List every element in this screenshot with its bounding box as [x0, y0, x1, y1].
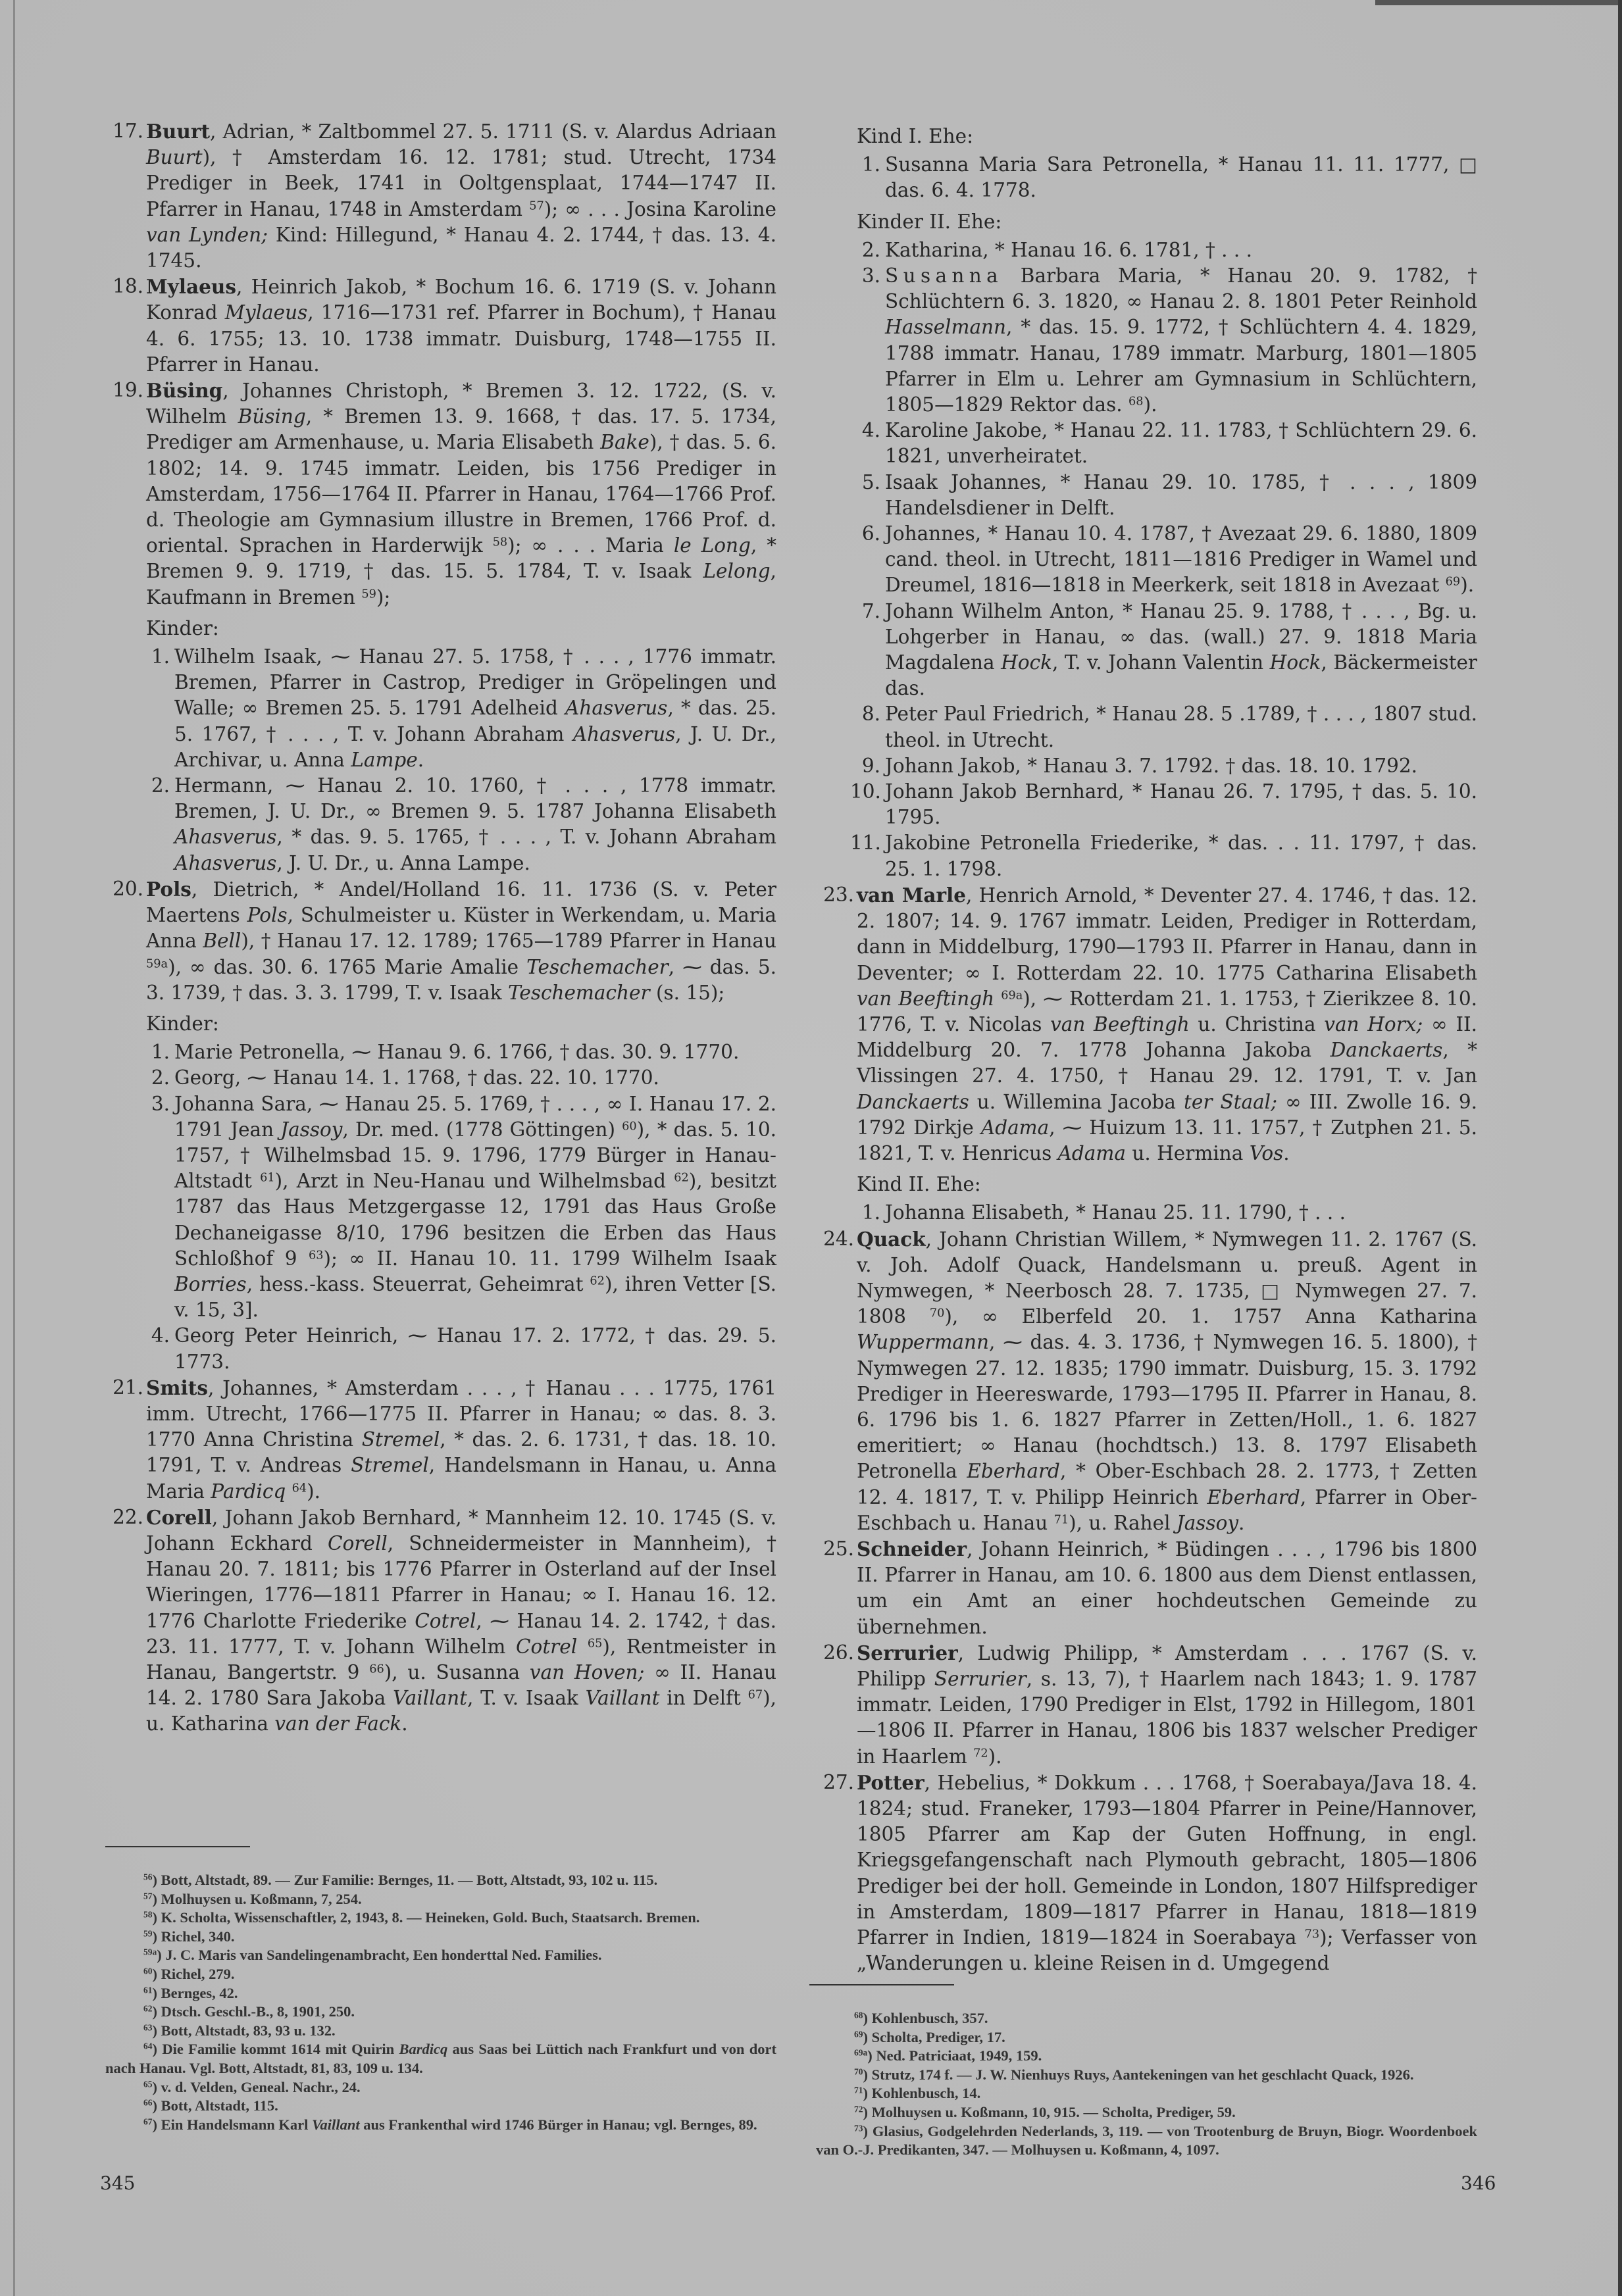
biography-entry: [816, 1770, 1477, 1977]
footnote-mark: 57: [143, 1891, 153, 1901]
child-number: 4.: [151, 1324, 170, 1347]
footnote: [816, 2122, 1477, 2160]
footnote-text: ) Richel, 340.: [152, 1928, 235, 1945]
entry-text: , Johannes, * Amsterdam . . . , † Hanau . . . 1775, 1761 imm. Utrecht, 1766—1775 II. Pfarrer in Hanau; ∞ das. 8. 3. 1770 Anna Christina Stremel, * das. 2. 6. 1731, † das. 18. 10. 1791, T. v. Andreas Stremel, Handelsmann in Hanau, u. Anna Maria Pardicq $^{64}$).: [146, 1376, 776, 1503]
footnote: [105, 1946, 776, 1965]
entry-number: 21.: [113, 1376, 143, 1399]
footnote: [105, 2003, 776, 2022]
footnote-text: ) Scholta, Prediger, 17.: [863, 2028, 1005, 2045]
footnote: [105, 2116, 776, 2135]
child-number: 1.: [151, 645, 170, 668]
child-text: Johann Jakob Bernhard, * Hanau 26. 7. 1795, † das. 5. 10. 1795.: [885, 780, 1477, 829]
footnote-mark: 62: [143, 2003, 153, 2014]
children-list: [105, 644, 776, 876]
child-text: Hermann, ⁓ Hanau 2. 10. 1760, † . . . , 1778 immatr. Bremen, J. U. Dr., ∞ Bremen 9. 5. 1787 Johanna Elisabeth Ahasverus, * das. 9. 5. 1765, † . . . , T. v. Johann Abraham Ahasverus, J. U. Dr., u. Anna Lampe.: [174, 774, 776, 874]
child-text: Isaak Johannes, * Hanau 29. 10. 1785, † . . . , 1809 Handelsdiener in Delft.: [885, 470, 1477, 519]
footnote-mark: 59: [143, 1928, 153, 1939]
entry-text: , Ludwig Philipp, * Amsterdam . . . 1767 (S. v. Philipp Serrurier, s. 13, 7), † Haarlem nach 1843; 1. 9. 1787 immatr. Leiden, 1790 Prediger in Elst, 1792 in Hillegom, 1801—1806 II. Pfarrer in Hanau, 1806 bis 1837 welscher Prediger in Haarlem $^{72}$).: [857, 1641, 1477, 1768]
child-number: 2.: [151, 774, 170, 797]
footnote-text: ) Kohlenbusch, 14.: [863, 2085, 981, 2102]
children-heading: Kind II. Ehe:: [857, 1173, 981, 1196]
biography-entry: [105, 876, 776, 1006]
footnote-mark: 65: [143, 2079, 153, 2089]
footnote-mark: 61: [143, 1985, 153, 1995]
entry-surname: van Marle: [857, 883, 967, 907]
footnote: [105, 2040, 776, 2078]
footnote-text: ) Bott, Altstadt, 115.: [152, 2097, 278, 2114]
footnote: [105, 2022, 776, 2041]
child-text: Johann Jakob, * Hanau 3. 7. 1792. † das. 18. 10. 1792.: [885, 754, 1418, 777]
footnote-mark: 72: [854, 2104, 863, 2114]
child-number: 1.: [861, 153, 880, 176]
biography-entry: [105, 274, 776, 378]
child-entry: [816, 470, 1477, 521]
footnote: [816, 2084, 1477, 2103]
children-list: [105, 1039, 776, 1375]
entry-text: , Dietrich, * Andel/Holland 16. 11. 1736 (S. v. Peter Maertens Pols, Schulmeister u. Küster in Werkendam, u. Maria Anna Bell), † Hanau 17. 12. 1789; 1765—1789 Pfarrer in Hanau $^{59a}$), ∞ das. 30. 6. 1765 Marie Amalie Teschemacher, ⁓ das. 5. 3. 1739, † das. 3. 3. 1799, T. v. Isaak Teschemacher (s. 15);: [146, 878, 776, 1004]
entry-surname: Pols: [146, 877, 191, 901]
footnote-mark: 58: [143, 1909, 153, 1920]
footnote: [105, 1984, 776, 2003]
entry-number: 25.: [823, 1537, 854, 1560]
biography-entry: [816, 1536, 1477, 1640]
entry-number: 19.: [113, 379, 143, 402]
entry-surname: Serrurier: [857, 1641, 958, 1664]
footnote-text: ) Ned. Patriciaat, 1949, 159.: [867, 2047, 1042, 2064]
entry-surname: Potter: [857, 1770, 925, 1794]
child-number: 11.: [850, 832, 881, 855]
footnote-mark: 66: [143, 2097, 153, 2108]
entry-text: , Hebelius, * Dokkum . . . 1768, † Soerabaya/Java 18. 4. 1824; stud. Franeker, 1793—1804 Pfarrer in Peine/Hannover, 1805 Pfarrer am Kap der Guten Hoffnung, in engl. Kriegsgefangenschaft nach Plymouth gebracht, 1805—1806 Prediger bei der holl. Gemeinde in London, 1807 Hilfsprediger in Amsterdam, 1809—1817 Pfarrer in Hanau, 1818—1819 Pfarrer in Indien, 1819—1824 in Soerabaya $^{73}$); Verfasser von „Wanderungen u. kleine Reisen in d. Umgegend: [857, 1771, 1477, 1975]
footnote-mark: 56: [143, 1872, 153, 1882]
footnote-mark: 64: [143, 2041, 153, 2051]
child-entry: [105, 773, 776, 876]
entry-number: 23.: [823, 883, 854, 906]
biography-entry: [105, 378, 776, 611]
footnote-mark: 69a: [854, 2047, 868, 2058]
footnote: [105, 1965, 776, 1984]
children-list: [816, 1200, 1477, 1226]
child-text: Katharina, * Hanau 16. 6. 1781, † . . .: [885, 238, 1253, 261]
child-entry: [816, 152, 1477, 203]
footnote-mark: 70: [854, 2066, 863, 2077]
entry-text: , Heinrich Jakob, * Bochum 16. 6. 1719 (S. v. Johann Konrad Mylaeus, 1716—1731 ref. Pfarrer in Bochum), † Hanau 4. 6. 1755; 13. 10. 1738 immatr. Duisburg, 1748—1755 II. Pfarrer in Hanau.: [146, 276, 776, 376]
footnote-text: ) Molhuysen u. Koßmann, 7, 254.: [152, 1890, 362, 1907]
footnote-mark: 59a: [143, 1947, 157, 1957]
children-heading: Kinder:: [146, 1012, 219, 1035]
child-number: 3.: [151, 1092, 170, 1115]
biography-entry: [816, 1226, 1477, 1536]
entry-text: , Henrich Arnold, * Deventer 27. 4. 1746, † das. 12. 2. 1807; 14. 9. 1767 immatr. Leiden, Prediger in Rotterdam, dann in Middelburg, 1790—1793 II. Pfarrer in Hanau, dann in Deventer; ∞ I. Rotterdam 22. 10. 1775 Catharina Elisabeth van Beeftingh $^{69a}$), ⁓ Rotterdam 21. 1. 1753, † Zierikzee 8. 10. 1776, T. v. Nicolas van Beeftingh u. Christina van Horx; ∞ II. Middelburg 20. 7. 1778 Johanna Jakoba Danckaerts, * Vlissingen 27. 4. 1750, † Hanau 29. 12. 1791, T. v. Jan Danckaerts u. Willemina Jacoba ter Staal; ∞ III. Zwolle 16. 9. 1792 Dirkje Adama, ⁓ Huizum 13. 11. 1757, † Zutphen 21. 5. 1821, T. v. Henricus Adama u. Hermina Vos.: [857, 884, 1478, 1164]
footnote-mark: 68: [854, 2010, 863, 2020]
entry-number: 17.: [113, 120, 143, 142]
child-entry: [105, 1065, 776, 1091]
footnote: [105, 1871, 776, 1890]
child-number: 2.: [861, 238, 880, 261]
entry-surname: Büsing: [146, 379, 223, 403]
footnote-text: ) Strutz, 174 f. — J. W. Nienhuys Ruys, Aantekeningen van het geschlacht Quack, 1926.: [863, 2066, 1414, 2083]
child-entry: [816, 753, 1477, 779]
entry-text: , Adrian, * Zaltbommel 27. 5. 1711 (S. v. Alardus Adriaan Buurt), † Amsterdam 16. 12. 1781; stud. Utrecht, 1734 Prediger in Beek, 1741 in Ooltgensplaat, 1744—1747 II. Pfarrer in Hanau, 1748 in Amsterdam $^{57}$); ∞ . . . Josina Karoline van Lynden; Kind: Hillegund, * Hanau 4. 2. 1744, † das. 13. 4. 1745.: [146, 120, 776, 272]
children-heading: Kinder II. Ehe:: [857, 210, 1002, 233]
entry-text: , Johannes Christoph, * Bremen 3. 12. 1722, (S. v. Wilhelm Büsing, * Bremen 13. 9. 1668, † das. 17. 5. 1734, Prediger am Armenhause, u. Maria Elisabeth Bake), † das. 5. 6. 1802; 14. 9. 1745 immatr. Leiden, bis 1756 Prediger in Amsterdam, 1756—1764 II. Pfarrer in Hanau, 1764—1766 Prof. d. Theologie am Gymnasium illustre in Bremen, 1766 Prof. d. oriental. Sprachen in Harderwijk $^{58}$); ∞ . . . Maria le Long, * Bremen 9. 9. 1719, † das. 15. 5. 1784, T. v. Isaak Lelong, Kaufmann in Bremen $^{59}$);: [146, 380, 776, 609]
child-text: Susanna Maria Sara Petronella, * Hanau 11. 11. 1777, □ das. 6. 4. 1778.: [885, 153, 1477, 202]
entry-surname: Buurt: [146, 120, 210, 143]
child-entry: [816, 521, 1477, 599]
footnote: [105, 1928, 776, 1947]
entry-number: 24.: [823, 1227, 854, 1250]
footnote-text: ) Ein Handelsmann Karl Vaillant aus Frankenthal wird 1746 Bürger in Hanau; vgl. Bernges, 89.: [152, 2116, 757, 2133]
footnote-text: ) Glasius, Godgelehrden Nederlands, 3, 119. — von Trootenburg de Bruyn, Biogr. Woordenboek van O.-J. Predikanten, 347. — Molhuysen u. Koßmann, 4, 1097.: [816, 2122, 1477, 2159]
entry-number: 26.: [823, 1641, 854, 1664]
footnote-mark: 60: [143, 1966, 153, 1976]
footnote-text: ) Die Familie kommt 1614 mit Quirin Bardicq aus Saas bei Lüttich nach Frankfurt und von dort nach Hanau. Vgl. Bott, Altstadt, 81, 83, 109 u. 134.: [105, 2041, 776, 2076]
child-entry: [816, 263, 1477, 418]
entry-surname: Corell: [146, 1505, 212, 1529]
biography-entry: [105, 1375, 776, 1505]
children-heading: Kinder:: [146, 616, 219, 639]
footnote-rule: [809, 1984, 954, 1985]
child-text: Jakobine Petronella Friederike, * das. . . 11. 1797, † das. 25. 1. 1798.: [885, 832, 1477, 880]
child-entry: [105, 1323, 776, 1374]
biography-entry: [105, 1505, 776, 1737]
footnote: [105, 1909, 776, 1928]
footnote-rule: [105, 1846, 250, 1847]
child-entry: [816, 701, 1477, 753]
footnote-text: ) Molhuysen u. Koßmann, 10, 915. — Scholta, Prediger, 59.: [863, 2103, 1236, 2120]
footnote-text: ) Dtsch. Geschl.-B., 8, 1901, 250.: [152, 2003, 355, 2020]
child-number: 5.: [861, 470, 880, 493]
footnote: [816, 2009, 1477, 2028]
footnote-text: ) Kohlenbusch, 357.: [863, 2010, 988, 2026]
child-text: Georg, ⁓ Hanau 14. 1. 1768, † das. 22. 10. 1770.: [174, 1066, 659, 1089]
child-number: 6.: [861, 522, 880, 545]
left-column: [105, 118, 777, 2133]
footnote-text: ) Bott, Altstadt, 83, 93 u. 132.: [152, 2022, 336, 2039]
child-entry: [816, 418, 1477, 469]
child-text: Susanna Barbara Maria, * Hanau 20. 9. 1782, † Schlüchtern 6. 3. 1820, ∞ Hanau 2. 8. 1801 Peter Reinhold Hasselmann, * das. 15. 9. 1772, † Schlüchtern 4. 4. 1829, 1788 immatr. Hanau, 1789 immatr. Marburg, 1801—1805 Pfarrer in Elm u. Lehrer am Gymnasium in Schlüchtern, 1805—1829 Rektor das. $^{68}$).: [885, 264, 1477, 416]
child-entry: [816, 599, 1477, 702]
child-text: Johann Wilhelm Anton, * Hanau 25. 9. 1788, † . . . , Bg. u. Lohgerber in Hanau, ∞ das. (wall.) 27. 9. 1818 Maria Magdalena Hock, T. v. Johann Valentin Hock, Bäckermeister das.: [885, 599, 1478, 700]
footnote-text: ) K. Scholta, Wissenschaftler, 2, 1943, 8. — Heineken, Gold. Buch, Staatsarch. Bremen.: [152, 1909, 700, 1926]
child-text: Johanna Sara, ⁓ Hanau 25. 5. 1769, † . . . , ∞ I. Hanau 17. 2. 1791 Jean Jassoy, Dr. med. (1778 Göttingen) $^{60}$), * das. 5. 10. 1757, † Wilhelmsbad 15. 9. 1796, 1779 Bürger in Hanau-Altstadt $^{61}$), Arzt in Neu-Hanau und Wilhelmsbad $^{62}$), besitzt 1787 das Haus Metzgergasse 12, 1791 das Haus Große Dechaneigasse 8/10, 1796 besitzen die Erben das Haus Schloßhof 9 $^{63}$); ∞ II. Hanau 10. 11. 1799 Wilhelm Isaak Borries, hess.-kass. Steuerrat, Geheimrat $^{62}$), ihren Vetter [S. v. 15, 3].: [174, 1092, 777, 1322]
entry-number: 27.: [823, 1770, 854, 1793]
footnote: [105, 2078, 776, 2097]
entry-surname: Quack: [857, 1227, 926, 1251]
entry-surname: Mylaeus: [146, 275, 236, 299]
entry-text: , Johann Christian Willem, * Nymwegen 11. 2. 1767 (S. v. Joh. Adolf Quack, Handelsmann u. preuß. Agent in Nymwegen, * Neerbosch 28. 7. 1735, □ Nymwegen 27. 7. 1808 $^{70}$), ∞ Elberfeld 20. 1. 1757 Anna Katharina Wuppermann, ⁓ das. 4. 3. 1736, † Nymwegen 16. 5. 1800), † Nymwegen 27. 12. 1835; 1790 immatr. Duisburg, 15. 3. 1792 Prediger in Heereswarde, 1793—1795 II. Pfarrer in Hanau, 8. 6. 1796 bis 1. 6. 1827 Pfarrer in Zetten/Holl., 1. 6. 1827 emeritiert; ∞ Hanau (hochdtsch.) 13. 8. 1797 Elisabeth Petronella Eberhard, * Ober-Eschbach 28. 2. 1773, † Zetten 12. 4. 1817, T. v. Philipp Heinrich Eberhard, Pfarrer in Ober-Eschbach u. Hanau $^{71}$), u. Rahel Jassoy.: [857, 1228, 1478, 1534]
child-number: 1.: [151, 1041, 170, 1064]
entry-surname: Schneider: [857, 1537, 967, 1560]
entry-number: 20.: [113, 877, 143, 900]
child-number: 9.: [861, 754, 880, 777]
child-text: Marie Petronella, ⁓ Hanau 9. 6. 1766, † das. 30. 9. 1770.: [174, 1041, 740, 1064]
footnote-mark: 73: [854, 2123, 863, 2134]
footnote: [816, 2103, 1477, 2122]
children-heading: Kind I. Ehe:: [857, 125, 974, 147]
biography-entry: [816, 1640, 1477, 1770]
child-entry: [105, 1091, 776, 1324]
footnote: [105, 2097, 776, 2116]
left-footnotes: [105, 1829, 776, 2134]
child-text: Wilhelm Isaak, ⁓ Hanau 27. 5. 1758, † . . . , 1776 immatr. Bremen, Pfarrer in Castrop, Prediger in Gröpelingen und Walle; ∞ Bremen 25. 5. 1791 Adelheid Ahasverus, * das. 25. 5. 1767, † . . . , T. v. Johann Abraham Ahasverus, J. U. Dr., Archivar, u. Anna Lampe.: [174, 645, 776, 771]
child-text: Johanna Elisabeth, * Hanau 25. 11. 1790, † . . .: [885, 1201, 1346, 1224]
left-entries: [105, 118, 776, 1737]
scan-edge-right: [1618, 0, 1622, 2296]
child-number: 8.: [861, 703, 880, 726]
child-number: 1.: [861, 1201, 880, 1224]
child-number: 4.: [861, 419, 880, 442]
child-text: Georg Peter Heinrich, ⁓ Hanau 17. 2. 1772, † das. 29. 5. 1773.: [174, 1324, 776, 1373]
child-number: 10.: [850, 780, 881, 803]
entry-surname: Smits: [146, 1376, 208, 1399]
footnote-text: ) Bott, Altstadt, 89. — Zur Familie: Bernges, 11. — Bott, Altstadt, 93, 102 u. 115.: [152, 1872, 658, 1888]
continuation-children: [816, 124, 1477, 882]
child-entry: [816, 779, 1477, 830]
entry-number: 18.: [113, 275, 143, 298]
child-text: Karoline Jakobe, * Hanau 22. 11. 1783, † Schlüchtern 29. 6. 1821, unverheiratet.: [885, 419, 1477, 468]
footnote: [816, 2028, 1477, 2047]
footnote: [105, 1890, 776, 1909]
footnote-mark: 69: [854, 2029, 863, 2039]
footnote-text: ) J. C. Maris van Sandelingenambracht, Een honderttal Ned. Families.: [157, 1947, 602, 1964]
entry-text: , Johann Heinrich, * Büdingen . . . , 1796 bis 1800 II. Pfarrer in Hanau, am 10. 6. 1800 aus dem Dienst entlassen, um ein Amt an einer hochdeutschen Gemeinde zu übernehmen.: [857, 1537, 1477, 1638]
child-number: 7.: [861, 599, 880, 622]
child-entry: [105, 1039, 776, 1065]
right-entries: [816, 882, 1477, 1977]
right-footnotes: [816, 1967, 1477, 2160]
biography-entry: [816, 882, 1477, 1166]
child-entry: [816, 237, 1477, 263]
biography-entry: [105, 118, 776, 274]
child-entry: [105, 644, 776, 773]
right-column: [816, 118, 1478, 2159]
footnote-text: ) Richel, 279.: [152, 1965, 235, 1982]
footnote-text: ) v. d. Velden, Geneal. Nachr., 24.: [152, 2078, 361, 2095]
footnote-mark: 71: [854, 2085, 863, 2095]
scan-edge-top: [1375, 0, 1622, 5]
footnote: [816, 2066, 1477, 2085]
entry-number: 22.: [113, 1505, 143, 1528]
child-text: Peter Paul Friedrich, * Hanau 28. 5 .1789, † . . . , 1807 stud. theol. in Utrecht.: [885, 703, 1477, 751]
child-entry: [816, 1200, 1477, 1226]
child-text: Johannes, * Hanau 10. 4. 1787, † Avezaat 29. 6. 1880, 1809 cand. theol. in Utrecht, 1811—1816 Prediger in Wamel und Dreumel, 1816—1818 in Meerkerk, seit 1818 in Avezaat $^{69}$).: [885, 522, 1477, 597]
child-number: 3.: [861, 264, 880, 287]
child-entry: [816, 830, 1477, 882]
entry-text: , Johann Jakob Bernhard, * Mannheim 12. 10. 1745 (S. v. Johann Eckhard Corell, Schneidermeister in Mannheim), † Hanau 20. 7. 1811; bis 1776 Pfarrer in Osterland auf der Insel Wieringen, 1776—1811 Pfarrer in Hanau; ∞ I. Hanau 16. 12. 1776 Charlotte Friederike Cotrel, ⁓ Hanau 14. 2. 1742, † das. 23. 11. 1777, T. v. Johann Wilhelm Cotrel $^{65}$), Rentmeister in Hanau, Bangertstr. 9 $^{66}$), u. Susanna van Hoven; ∞ II. Hanau 14. 2. 1780 Sara Jakoba Vaillant, T. v. Isaak Vaillant in Delft $^{67}$), u. Katharina van der Fack.: [146, 1506, 776, 1735]
page-number-right: 346: [1461, 2172, 1496, 2194]
footnote: [816, 2047, 1477, 2066]
page-gutter-shadow: [13, 0, 15, 2296]
child-number: 2.: [151, 1066, 170, 1089]
footnote-mark: 63: [143, 2022, 153, 2033]
footnote-text: ) Bernges, 42.: [152, 1984, 238, 2001]
footnote-mark: 67: [143, 2116, 153, 2127]
page-number-left: 345: [100, 2172, 136, 2194]
